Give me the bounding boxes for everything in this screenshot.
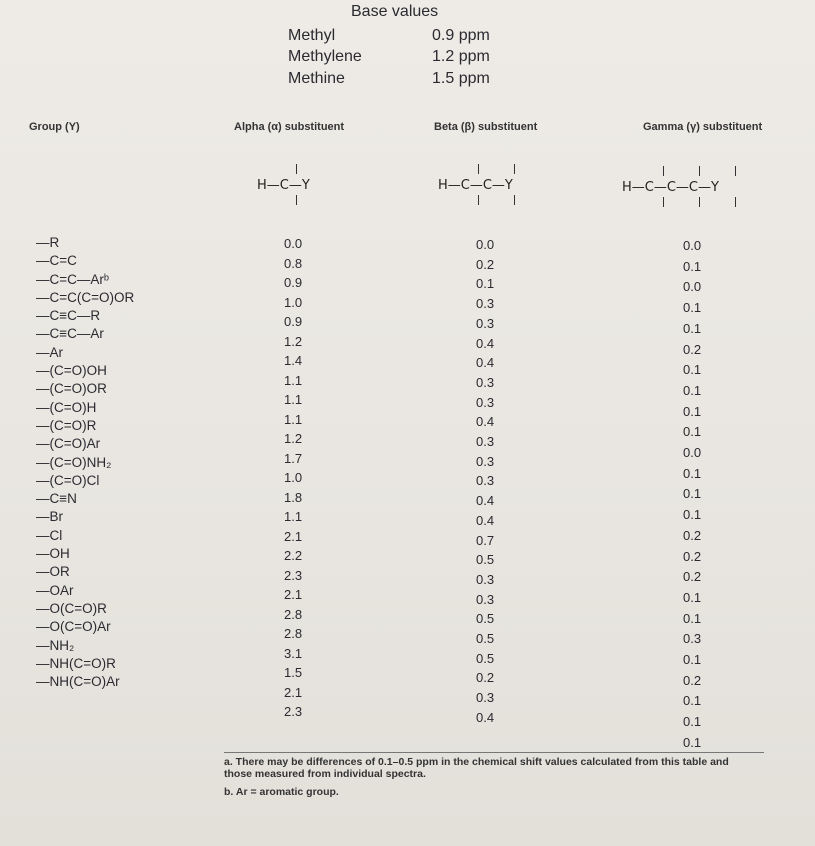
alpha-value-cell: 1.8 [284, 489, 303, 505]
alpha-value-cell: 1.4 [284, 353, 303, 368]
beta-value-cell: 0.3 [476, 571, 495, 587]
gamma-value-cell: 0.1 [683, 714, 702, 730]
beta-value-cell: 0.3 [476, 315, 495, 331]
group-cell: —(C=O)R [36, 417, 97, 433]
base-values-title: Base values [351, 3, 439, 20]
alpha-value-cell: 1.0 [284, 470, 303, 485]
beta-value-cell: 0.3 [476, 591, 495, 607]
alpha-value-cell: 2.8 [284, 626, 303, 641]
alpha-value-cell: 0.9 [284, 314, 303, 329]
gamma-value-cell: 0.1 [683, 424, 702, 440]
gamma-value-cell: 0.0 [683, 279, 702, 295]
group-cell: —(C=O)NH₂ [36, 454, 112, 470]
group-cell: —Br [36, 509, 63, 525]
alpha-value-cell: 2.2 [284, 548, 303, 563]
beta-value-cell: 0.4 [476, 414, 495, 430]
beta-value-cell: 0.2 [476, 256, 495, 272]
group-cell: —(C=O)Cl [36, 472, 100, 488]
alpha-value-cell: 1.7 [284, 450, 303, 466]
beta-value-cell: 0.3 [476, 473, 495, 489]
beta-value-cell: 0.3 [476, 453, 495, 469]
alpha-value-cell: 1.1 [284, 372, 303, 388]
alpha-column [284, 234, 302, 722]
gamma-value-cell: 0.1 [683, 507, 702, 523]
beta-bond-bottom-2 [514, 195, 515, 205]
gamma-value-cell: 0.2 [683, 569, 702, 585]
alpha-value-cell: 2.8 [284, 606, 303, 622]
group-cell: —C≡N [36, 491, 77, 507]
group-cell: —NH(C=O)Ar [36, 674, 120, 690]
gamma-bond-top-1 [663, 166, 664, 176]
beta-value-cell: 0.5 [476, 631, 495, 647]
beta-value-cell: 0.4 [476, 355, 495, 371]
alpha-structure: H—C—Y [257, 178, 310, 193]
beta-bond-top-2 [514, 164, 515, 174]
beta-structure: H—C—C—Y [438, 178, 513, 193]
alpha-value-cell: 0.9 [284, 275, 303, 290]
base-name: Methyl [288, 27, 336, 44]
group-column [36, 234, 134, 691]
alpha-value-cell: 3.1 [284, 645, 303, 661]
alpha-bond-top [296, 164, 297, 174]
beta-value-cell: 0.5 [476, 611, 495, 627]
gamma-value-cell: 0.0 [683, 445, 702, 461]
beta-value-cell: 0.3 [476, 690, 495, 706]
alpha-value-cell: 1.1 [284, 392, 303, 407]
group-cell: —R [36, 235, 60, 250]
alpha-value-cell: 1.2 [284, 431, 303, 446]
beta-value-cell: 0.2 [476, 670, 495, 686]
gamma-value-cell: 0.1 [683, 486, 702, 502]
beta-value-cell: 0.4 [476, 709, 495, 725]
group-cell: —C≡C—Ar [36, 326, 104, 342]
alpha-value-cell: 1.2 [284, 333, 303, 349]
group-cell: —(C=O)OH [36, 363, 107, 379]
group-cell: —O(C=O)R [36, 600, 107, 616]
gamma-value-cell: 0.1 [683, 589, 702, 605]
gamma-bond-bottom-3 [735, 197, 736, 207]
gamma-value-cell: 0.1 [683, 403, 702, 419]
gamma-value-cell: 0.2 [683, 672, 702, 688]
alpha-value-cell: 1.0 [284, 294, 303, 310]
beta-value-cell: 0.5 [476, 650, 495, 666]
gamma-value-cell: 0.3 [683, 631, 702, 647]
group-cell: —O(C=O)Ar [36, 619, 111, 635]
group-cell: —C=C(C=O)OR [36, 289, 135, 305]
gamma-value-cell: 0.1 [683, 465, 702, 481]
gamma-value-cell: 0.2 [683, 548, 702, 564]
beta-value-cell: 0.3 [476, 434, 495, 450]
gamma-bond-bottom-2 [699, 197, 700, 207]
alpha-bond-bottom [296, 195, 297, 205]
beta-bond-bottom-1 [478, 195, 479, 205]
base-name: Methylene [288, 48, 362, 65]
beta-value-cell: 0.4 [476, 493, 495, 509]
footnote-a: a. There may be differences of 0.1–0.5 ppm in the chemical shift values calculated from this table and those measured from individual spectra. [224, 756, 729, 780]
group-cell: —OH [36, 546, 70, 562]
alpha-value-cell: 2.3 [284, 704, 303, 719]
group-cell: —C=C [36, 253, 77, 269]
beta-value-cell: 0.4 [476, 335, 495, 351]
alpha-value-cell: 1.1 [284, 411, 303, 427]
group-cell: —Cl [36, 527, 63, 543]
beta-bond-top-1 [478, 164, 479, 174]
gamma-structure: H—C—C—C—Y [622, 180, 719, 195]
group-cell: —OAr [36, 582, 74, 598]
alpha-value-cell: 0.8 [284, 255, 303, 271]
group-cell: —NH(C=O)R [36, 655, 116, 671]
beta-value-cell: 0.5 [476, 552, 495, 568]
gamma-value-cell: 0.1 [683, 734, 702, 750]
alpha-value-cell: 0.0 [284, 236, 303, 251]
gamma-value-cell: 0.1 [683, 362, 702, 378]
footnote-divider [224, 752, 764, 753]
gamma-value-cell: 0.2 [683, 341, 702, 357]
beta-header: Beta (β) substituent [434, 121, 538, 133]
gamma-value-cell: 0.1 [683, 320, 702, 336]
gamma-bond-top-3 [735, 166, 736, 176]
base-value: 0.9 ppm [432, 27, 490, 44]
beta-column [476, 235, 494, 728]
group-cell: —(C=O)Ar [36, 436, 101, 452]
beta-value-cell: 0.0 [476, 237, 495, 252]
beta-value-cell: 0.3 [476, 394, 495, 410]
beta-value-cell: 0.4 [476, 512, 495, 528]
gamma-column [683, 236, 701, 754]
alpha-value-cell: 2.1 [284, 684, 303, 700]
gamma-value-cell: 0.1 [683, 693, 702, 709]
alpha-header: Alpha (α) substituent [234, 121, 345, 133]
group-cell: —NH₂ [36, 637, 75, 653]
group-cell: —C≡C—R [36, 308, 101, 324]
group-cell: —OR [36, 564, 70, 580]
gamma-value-cell: 0.1 [683, 258, 702, 274]
base-name: Methine [288, 70, 345, 87]
gamma-value-cell: 0.0 [683, 238, 702, 253]
alpha-value-cell: 2.3 [284, 567, 303, 583]
beta-value-cell: 0.3 [476, 374, 495, 390]
gamma-bond-top-2 [699, 166, 700, 176]
alpha-value-cell: 1.1 [284, 509, 303, 524]
gamma-value-cell: 0.1 [683, 300, 702, 316]
beta-value-cell: 0.3 [476, 296, 495, 312]
group-cell: —(C=O)H [36, 399, 97, 415]
beta-value-cell: 0.7 [476, 532, 495, 548]
gamma-value-cell: 0.1 [683, 382, 702, 398]
group-cell: —C=C—Arᵇ [36, 271, 109, 287]
gamma-value-cell: 0.1 [683, 652, 702, 668]
group-header: Group (Y) [29, 121, 80, 133]
base-value: 1.2 ppm [432, 48, 490, 65]
alpha-value-cell: 1.5 [284, 665, 303, 680]
alpha-value-cell: 2.1 [284, 587, 303, 602]
gamma-bond-bottom-1 [663, 197, 664, 207]
beta-value-cell: 0.1 [476, 276, 495, 292]
base-value: 1.5 ppm [432, 70, 490, 87]
gamma-value-cell: 0.1 [683, 610, 702, 626]
group-cell: —Ar [36, 344, 63, 360]
footnote-b: b. Ar = aromatic group. [224, 786, 339, 798]
alpha-value-cell: 2.1 [284, 528, 303, 544]
gamma-value-cell: 0.2 [683, 527, 702, 543]
gamma-header: Gamma (γ) substituent [643, 121, 763, 133]
group-cell: —(C=O)OR [36, 381, 107, 397]
